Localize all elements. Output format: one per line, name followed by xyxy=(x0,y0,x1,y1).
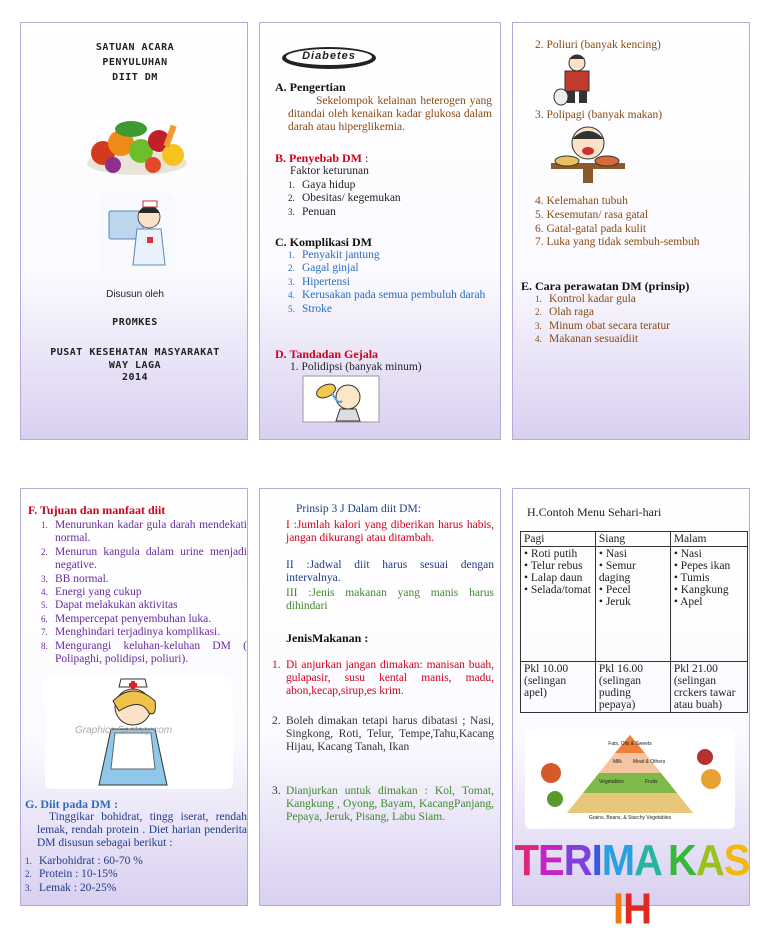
section-e-list xyxy=(535,293,735,347)
diabetes-logo xyxy=(280,45,378,71)
list-item: 4. Makanan sesuaidiit xyxy=(535,333,639,346)
list-item: • Roti putih xyxy=(524,548,578,560)
list-item: 1. Gaya hidup xyxy=(288,179,356,191)
list-item: 2. Protein : 10-15% xyxy=(25,868,118,881)
pagi-cell xyxy=(521,547,596,662)
image-watermark: Graphics Factory.com xyxy=(75,725,173,736)
list-item: • Nasi xyxy=(598,548,627,560)
closing-letter: A xyxy=(695,836,724,885)
poliuri-cartoon xyxy=(553,53,599,107)
panel-symptoms xyxy=(512,22,750,440)
list-item: 4. Kelemahan tubuh xyxy=(535,195,628,207)
list-item: • Pepes ikan xyxy=(673,560,731,572)
table-row xyxy=(521,662,748,713)
org-line: 2014 xyxy=(121,372,149,383)
list-item: • Jeruk xyxy=(598,596,631,608)
pyramid-label-fruits: Fruits xyxy=(645,779,658,785)
food-limited: 2. Boleh dimakan tetapi harus dibatasi ; Nasi, Singkong, Roti, Telur, Tempe,Tahu,Kacang Hijau, Kacang Tanah, Ikan xyxy=(272,715,494,753)
symptom-polipagi: 3. Polipagi (banyak makan) xyxy=(535,109,663,121)
jenis-makanan-title: JenisMakanan : xyxy=(286,631,369,645)
section-b-title-text: B. Penyebab DM xyxy=(275,151,362,165)
list-item: 1. Kontrol kadar gula xyxy=(535,293,636,305)
closing-letter: M xyxy=(601,836,635,885)
list-item: 3. Lemak : 20-25% xyxy=(25,881,117,894)
panel-menu xyxy=(512,488,750,933)
symptom-polidipsi: 1. Polidipsi (banyak minum) xyxy=(290,361,422,373)
cover-author: PROMKES xyxy=(112,317,158,328)
list-item: 7. Luka yang tidak sembuh-sembuh xyxy=(535,236,700,249)
cover-title xyxy=(21,40,249,85)
table-row xyxy=(521,547,748,662)
food-pyramid-image xyxy=(525,729,735,829)
principle-jumlah: I :Jumlah kalori yang diberikan harus habis, jangan dikurangi atau ditambah. xyxy=(286,519,494,544)
list-item: 1. Penyakit jantung xyxy=(288,249,380,261)
section-e-title: E. Cara perawatan DM (prinsip) xyxy=(521,279,690,293)
section-g-title: G. Diit pada DM : xyxy=(25,797,118,811)
snack-siang: Pkl 16.00 (selingan puding pepaya) xyxy=(595,662,670,713)
section-h-title: H.Contoh Menu Sehari-hari xyxy=(527,505,662,519)
list-item: • Apel xyxy=(673,596,703,608)
pyramid-label-fats: Fats, Oils & Sweets xyxy=(608,741,652,747)
cover-title-line: PENYULUHAN xyxy=(102,57,168,68)
org-line: WAY LAGA xyxy=(108,359,162,371)
list-item: 3. Minum obat secara teratur xyxy=(535,319,671,332)
menu-table xyxy=(520,531,748,713)
closing-letter: R xyxy=(563,836,592,885)
malam-cell xyxy=(670,547,747,662)
snack-malam: Pkl 21.00 (selingan crckers tawar atau buah) xyxy=(670,662,747,713)
section-b-intro: Faktor keturunan xyxy=(290,165,369,177)
section-d-title: D. Tandadan Gejala xyxy=(275,347,379,361)
list-item: 2. Olah raga xyxy=(535,306,595,319)
cover-organization xyxy=(21,347,249,385)
section-f-title: F. Tujuan dan manfaat diit xyxy=(28,503,166,517)
pyramid-label-grains: Grains, Beans, & Starchy Vegetables xyxy=(588,815,672,821)
pyramid-label-vegetables: Vegetables xyxy=(599,779,624,785)
principle-jenis: III :Jenis makanan yang manis harus dihindari xyxy=(286,587,494,612)
principle-jadwal: II :Jadwal diit harus sesuai dengan intervalnya. xyxy=(286,559,494,584)
cover-title-line: SATUAN ACARA xyxy=(95,42,175,53)
section-c-list xyxy=(288,249,494,316)
list-item: 8. Mengurangi keluhan-keluhan DM ( Polipaghi, polidipsi, poliuri). xyxy=(41,639,247,666)
section-c-title: C. Komplikasi DM xyxy=(275,235,373,249)
list-item: • Telur rebus xyxy=(524,560,583,572)
list-item: • Nasi xyxy=(673,548,702,560)
closing-text xyxy=(513,837,751,933)
header-pagi: Pagi xyxy=(521,532,596,547)
list-item: 2. Gagal ginjal xyxy=(288,262,359,275)
siang-cell xyxy=(595,547,670,662)
section-a-title: A. Pengertian xyxy=(275,80,346,94)
list-item: 5. Kesemutan/ rasa gatal xyxy=(535,208,649,221)
list-item: 6. Mempercepat penyembuhan luka. xyxy=(41,612,212,625)
list-item: 4. Energi yang cukup xyxy=(41,586,142,599)
list-item: 2. Obesitas/ kegemukan xyxy=(288,192,401,205)
list-item: 2. Menurun kangula dalam urine menjadi negative. xyxy=(41,545,247,572)
table-header-row xyxy=(521,532,748,547)
closing-letter: H xyxy=(623,885,651,933)
cover-title-line: DIIT DM xyxy=(112,72,158,83)
list-item: 4. Kerusakan pada semua pembuluh darah xyxy=(288,289,486,302)
list-item: • Pecel xyxy=(598,584,631,596)
list-item: 7. Menghindari terjadinya komplikasi. xyxy=(41,626,221,639)
closing-letter: K xyxy=(667,836,696,885)
list-item: • Kangkung xyxy=(673,584,729,596)
closing-letter: A xyxy=(634,836,662,885)
fruits-vegetables-image xyxy=(83,113,191,179)
cover-panel xyxy=(20,22,248,440)
section-b-title xyxy=(275,151,368,166)
polipagi-cartoon xyxy=(547,123,629,185)
diabetes-logo-text: Diabetes xyxy=(302,50,356,62)
section-g-list xyxy=(25,855,235,895)
header-malam: Malam xyxy=(670,532,747,547)
list-item: • Tumis xyxy=(673,572,710,584)
food-recommended: 3. Dianjurkan untuk dimakan : Kol, Tomat, Kangkung , Oyong, Bayam, KacangPanjang, Pepaya, Jeruk, Pisang, Labu Siam. xyxy=(272,785,494,823)
list-item: 6. Gatal-gatal pada kulit xyxy=(535,222,647,235)
section-f-list xyxy=(41,519,247,666)
closing-letter: S xyxy=(723,836,750,885)
header-siang: Siang xyxy=(595,532,670,547)
pyramid-label-meat: Meat & Others xyxy=(633,759,666,765)
list-item: 3. Hipertensi xyxy=(288,275,350,288)
pyramid-label-milk: Milk xyxy=(613,759,622,765)
nurse-image xyxy=(101,193,175,273)
list-item: 3. BB normal. xyxy=(41,572,109,585)
panel-definitions xyxy=(259,22,501,440)
list-item: • Semur daging xyxy=(598,560,636,584)
closing-letter: I xyxy=(591,836,602,885)
org-line: PUSAT KESEHATAN MASYARAKAT xyxy=(50,347,220,358)
symptom-list-rest xyxy=(535,195,699,250)
disusun-label: Disusun oleh xyxy=(106,289,164,300)
section-b-list xyxy=(288,179,488,219)
drinking-cartoon xyxy=(302,375,380,423)
list-item: • Lalap daun xyxy=(524,572,583,584)
symptom-poliuri: 2. Poliuri (banyak kencing) xyxy=(535,39,661,51)
closing-letter: E xyxy=(538,836,564,885)
section-a-body: Sekelompok kelainan heterogen yang ditandai oleh kenaikan kadar glukosa dalam darah atau hiperglikemia. xyxy=(288,95,492,133)
list-item: • Selada/tomat xyxy=(524,584,591,596)
food-forbidden: 1. Di anjurkan jangan dimakan: manisan buah, gulapasir, susu kental manis, madu, abon,kecap,sirup,es krim. xyxy=(272,659,494,697)
snack-pagi: Pkl 10.00 (selingan apel) xyxy=(521,662,596,713)
prinsip-title: Prinsip 3 J Dalam diit DM: xyxy=(296,503,421,515)
menu-table-wrap xyxy=(520,531,748,713)
nurse-cartoon-image xyxy=(45,677,233,789)
panel-goals xyxy=(20,488,248,906)
panel-principles xyxy=(259,488,501,906)
section-g-body: Tinggikar bohidrat, tingg iserat, rendah lemak, rendah protein . Diet harian penderita DM disusun sebagai berikut : xyxy=(37,811,247,849)
closing-letter: T xyxy=(514,836,539,885)
list-item: 1. Karbohidrat : 60-70 % xyxy=(25,855,143,867)
list-item: 5. Dapat melakukan aktivitas xyxy=(41,599,178,612)
list-item: 5. Stroke xyxy=(288,302,333,315)
list-item: 1. Menurunkan kadar gula darah mendekati normal. xyxy=(41,519,247,545)
list-item: 3. Penuan xyxy=(288,205,336,218)
closing-letter: I xyxy=(612,885,624,933)
section-b-title-colon: : xyxy=(365,151,369,165)
